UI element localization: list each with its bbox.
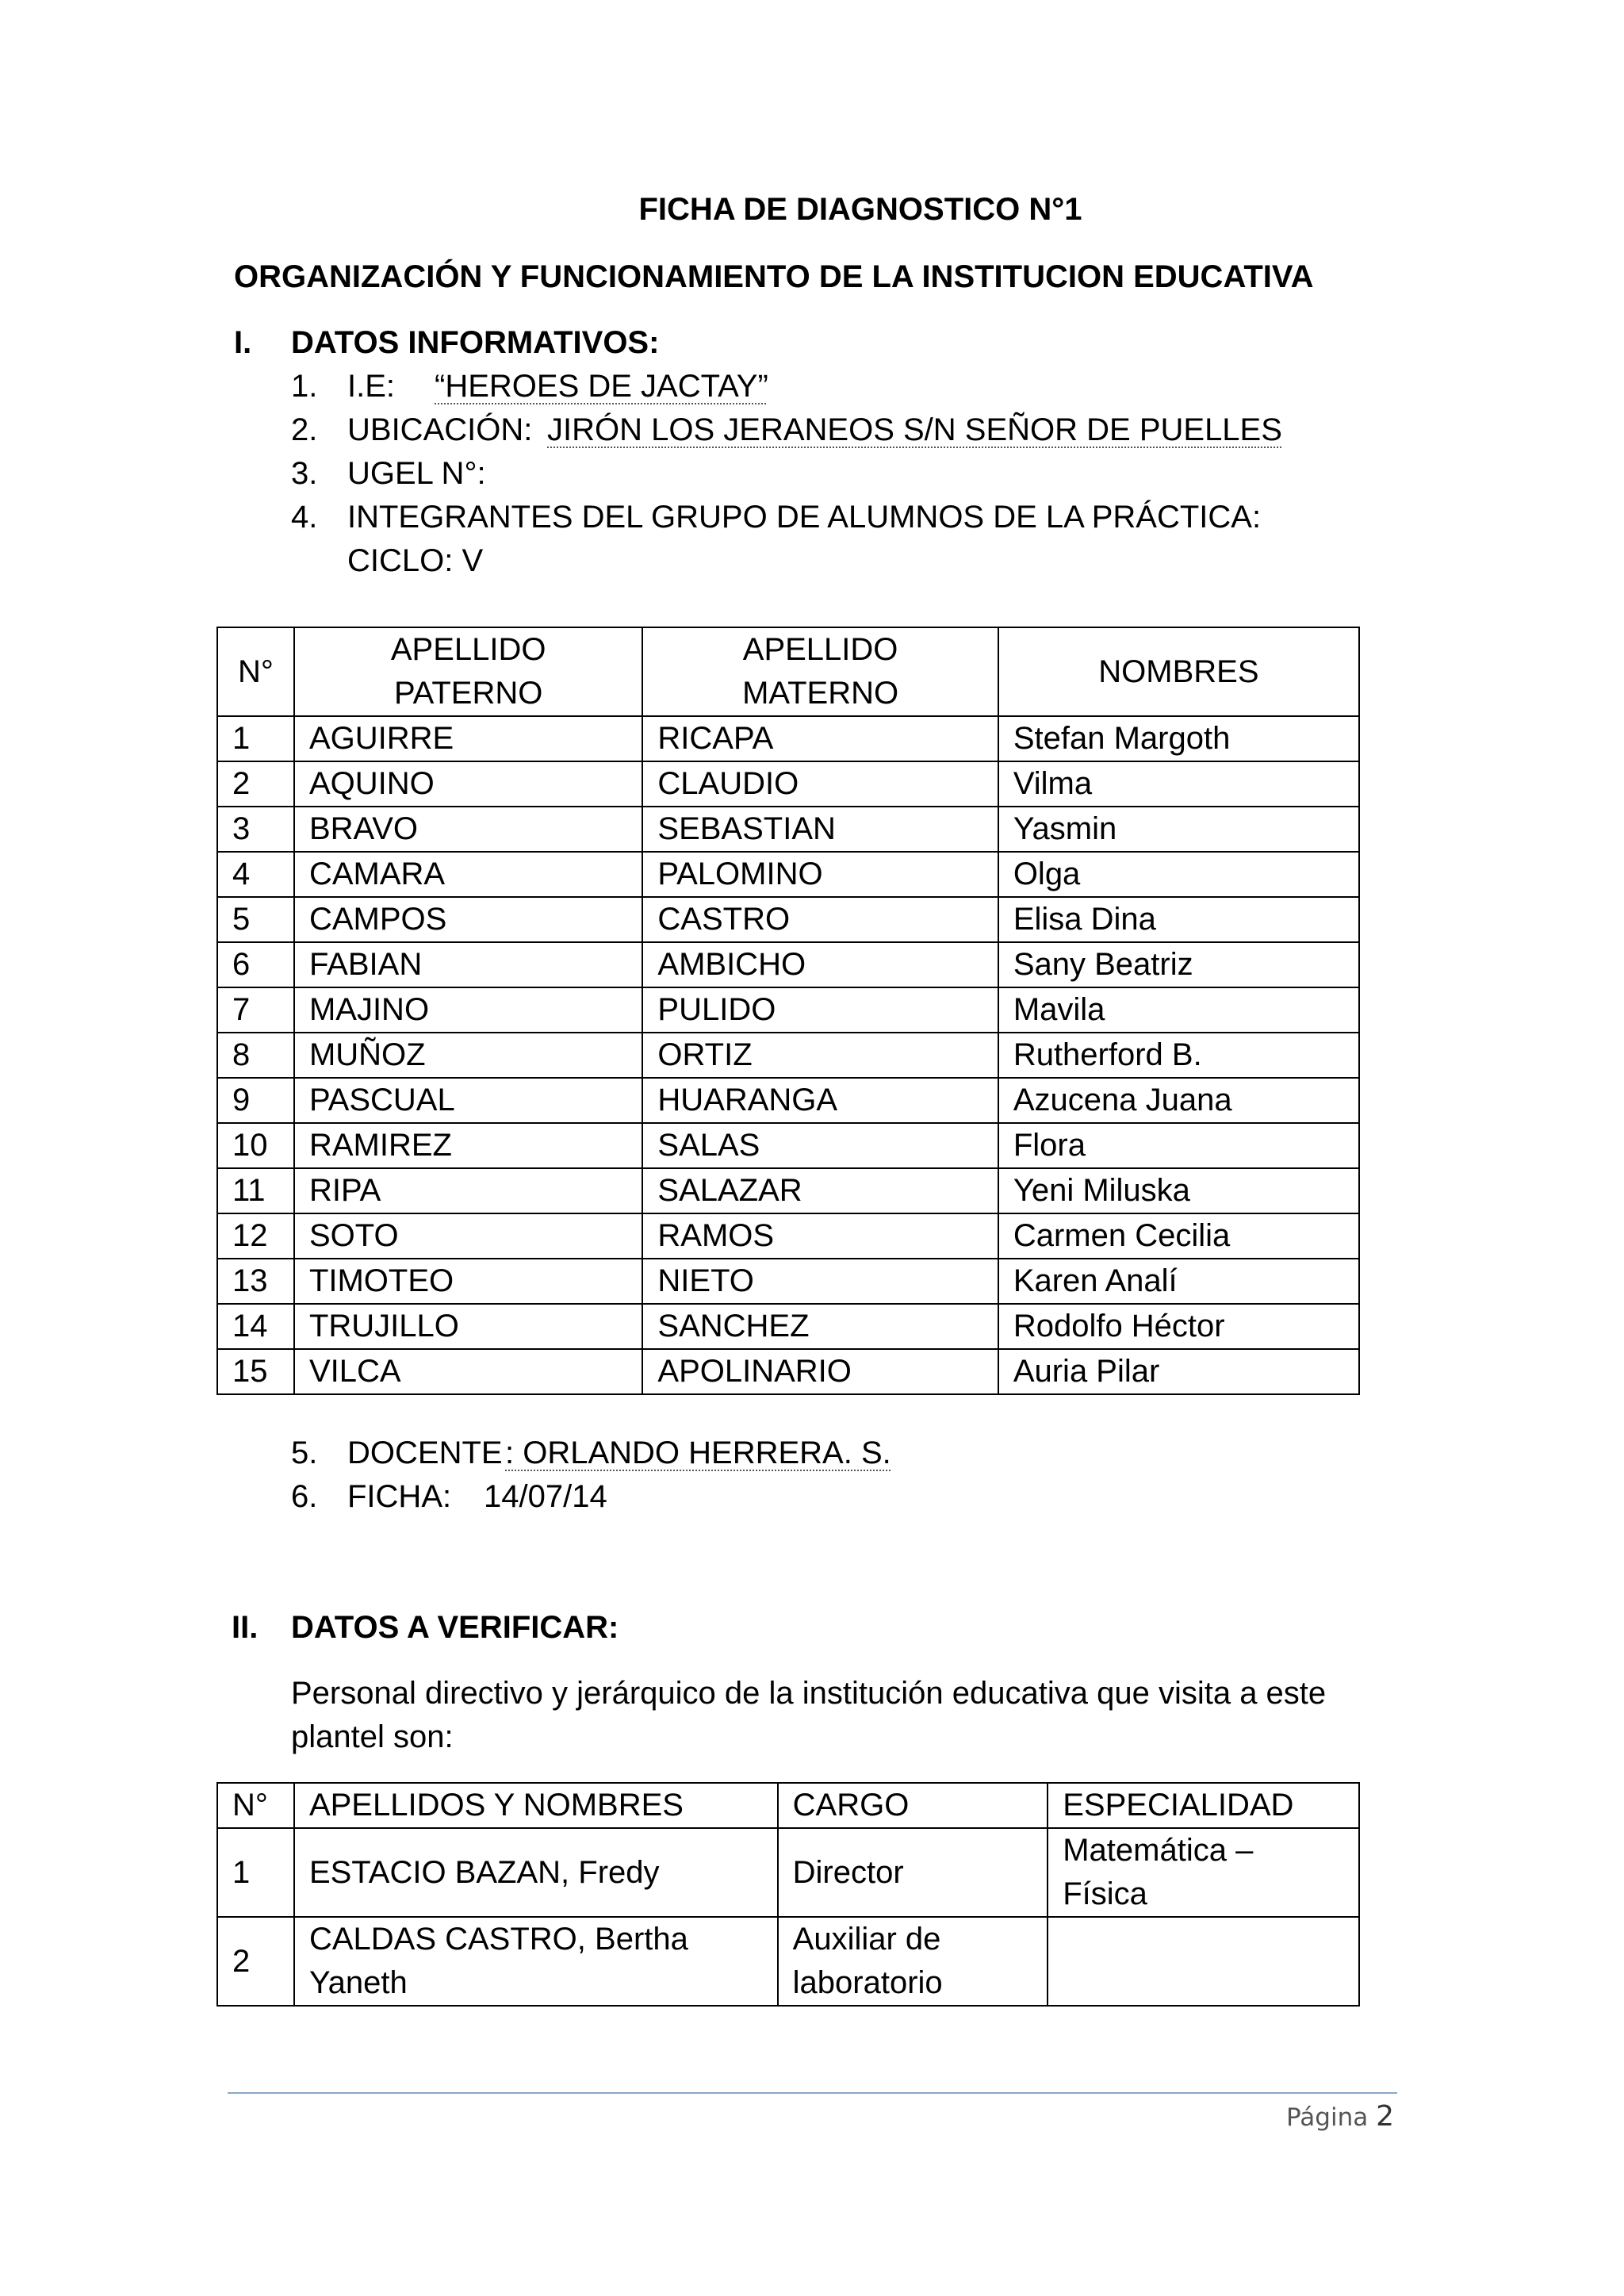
row-nombres: Elisa Dina	[998, 897, 1359, 942]
row-apellido-materno: ORTIZ	[642, 1033, 998, 1078]
table-row	[217, 1828, 1359, 1917]
row-number: 7	[217, 987, 294, 1033]
row-number: 14	[217, 1304, 294, 1349]
row-apellido-paterno: AGUIRRE	[294, 716, 642, 761]
table-row	[217, 852, 1359, 897]
row-apellido-paterno: PASCUAL	[294, 1078, 642, 1123]
row-number: 13	[217, 1259, 294, 1304]
table-row	[217, 1033, 1359, 1078]
staff-cargo: Director	[778, 1828, 1048, 1917]
row-number: 8	[217, 1033, 294, 1078]
row-apellido-paterno: VILCA	[294, 1349, 642, 1394]
row-number: 5	[217, 897, 294, 942]
item-5-number: 5.	[291, 1435, 318, 1470]
section-1-title: DATOS INFORMATIVOS:	[291, 325, 660, 360]
footer-page-number	[1286, 2100, 1394, 2133]
table-row	[217, 1168, 1359, 1213]
students-table	[216, 627, 1360, 1395]
staff-header-name: APELLIDOS Y NOMBRES	[294, 1783, 778, 1828]
row-nombres: Stefan Margoth	[998, 716, 1359, 761]
row-nombres: Auria Pilar	[998, 1349, 1359, 1394]
row-apellido-materno: SEBASTIAN	[642, 807, 998, 852]
row-number: 15	[217, 1349, 294, 1394]
row-number: 1	[217, 716, 294, 761]
table-row	[217, 761, 1359, 807]
row-number: 12	[217, 1213, 294, 1259]
row-apellido-paterno: CAMARA	[294, 852, 642, 897]
footer-page-label: Página	[1286, 2103, 1369, 2132]
header-apellido-paterno: APELLIDO PATERNO	[294, 627, 642, 716]
row-apellido-materno: PULIDO	[642, 987, 998, 1033]
staff-header-especialidad: ESPECIALIDAD	[1048, 1783, 1359, 1828]
row-number: 9	[217, 1078, 294, 1123]
row-number: 6	[217, 942, 294, 987]
row-apellido-paterno: FABIAN	[294, 942, 642, 987]
document-title: FICHA DE DIAGNOSTICO N°1	[638, 192, 1082, 227]
row-apellido-paterno: AQUINO	[294, 761, 642, 807]
row-apellido-paterno: TIMOTEO	[294, 1259, 642, 1304]
item-4-value: CICLO: V	[347, 543, 484, 578]
footer-divider	[228, 2092, 1397, 2094]
document-subtitle: ORGANIZACIÓN Y FUNCIONAMIENTO DE LA INSTITUCION EDUCATIVA	[234, 259, 1314, 294]
row-nombres: Sany Beatriz	[998, 942, 1359, 987]
staff-cargo: Auxiliar de laboratorio	[778, 1917, 1048, 2006]
item-1-number: 1.	[291, 369, 318, 404]
row-apellido-materno: CLAUDIO	[642, 761, 998, 807]
table-row	[217, 807, 1359, 852]
table-row	[217, 1349, 1359, 1394]
row-nombres: Yeni Miluska	[998, 1168, 1359, 1213]
row-number: 11	[217, 1168, 294, 1213]
staff-number: 1	[217, 1828, 294, 1917]
row-apellido-materno: RICAPA	[642, 716, 998, 761]
row-apellido-materno: CASTRO	[642, 897, 998, 942]
item-1-label: I.E:	[347, 369, 396, 404]
table-row	[217, 942, 1359, 987]
section-2-paragraph: Personal directivo y jerárquico de la institución educativa que visita a este plantel son:	[291, 1676, 1327, 1754]
table-row	[217, 987, 1359, 1033]
footer-page-value: 2	[1376, 2100, 1394, 2133]
table-row	[217, 1259, 1359, 1304]
staff-header-number: N°	[217, 1783, 294, 1828]
table-row	[217, 1917, 1359, 2006]
row-apellido-paterno: TRUJILLO	[294, 1304, 642, 1349]
staff-name: CALDAS CASTRO, Bertha Yaneth	[294, 1917, 778, 2006]
row-number: 3	[217, 807, 294, 852]
item-2-label: UBICACIÓN:	[347, 412, 533, 447]
section-1-number: I.	[234, 325, 252, 360]
row-nombres: Flora	[998, 1123, 1359, 1168]
staff-table-header	[217, 1783, 1359, 1828]
table-row	[217, 897, 1359, 942]
item-3-number: 3.	[291, 456, 318, 491]
item-6-number: 6.	[291, 1479, 318, 1514]
item-5-label: DOCENTE	[347, 1435, 503, 1470]
section-2-number: II.	[232, 1610, 259, 1645]
row-apellido-paterno: CAMPOS	[294, 897, 642, 942]
row-apellido-materno: SALAS	[642, 1123, 998, 1168]
row-nombres: Karen Analí	[998, 1259, 1359, 1304]
row-nombres: Vilma	[998, 761, 1359, 807]
row-nombres: Yasmin	[998, 807, 1359, 852]
item-5-value: : ORLANDO HERRERA. S.	[505, 1435, 891, 1470]
item-4-label: INTEGRANTES DEL GRUPO DE ALUMNOS DE LA PRÁCTICA:	[347, 500, 1262, 535]
row-apellido-materno: SALAZAR	[642, 1168, 998, 1213]
table-row	[217, 1213, 1359, 1259]
row-apellido-paterno: BRAVO	[294, 807, 642, 852]
staff-name: ESTACIO BAZAN, Fredy	[294, 1828, 778, 1917]
row-apellido-materno: APOLINARIO	[642, 1349, 998, 1394]
staff-number: 2	[217, 1917, 294, 2006]
row-apellido-materno: NIETO	[642, 1259, 998, 1304]
staff-especialidad	[1048, 1917, 1359, 2006]
staff-table	[216, 1782, 1360, 2007]
row-nombres: Mavila	[998, 987, 1359, 1033]
table-row	[217, 1304, 1359, 1349]
staff-header-cargo: CARGO	[778, 1783, 1048, 1828]
row-apellido-materno: RAMOS	[642, 1213, 998, 1259]
row-apellido-paterno: MUÑOZ	[294, 1033, 642, 1078]
item-6-value: 14/07/14	[484, 1479, 607, 1514]
staff-especialidad: Matemática – Física	[1048, 1828, 1359, 1917]
header-number: N°	[217, 627, 294, 716]
item-2-value: JIRÓN LOS JERANEOS S/N SEÑOR DE PUELLES	[547, 412, 1282, 447]
item-4-number: 4.	[291, 500, 318, 535]
item-1-value: “HEROES DE JACTAY”	[435, 369, 768, 404]
table-row	[217, 1123, 1359, 1168]
row-apellido-materno: AMBICHO	[642, 942, 998, 987]
row-number: 10	[217, 1123, 294, 1168]
students-table-header	[217, 627, 1359, 716]
row-apellido-paterno: SOTO	[294, 1213, 642, 1259]
table-row	[217, 1078, 1359, 1123]
row-apellido-paterno: RIPA	[294, 1168, 642, 1213]
header-apellido-materno: APELLIDO MATERNO	[642, 627, 998, 716]
item-3-label: UGEL N°:	[347, 456, 486, 491]
row-apellido-materno: PALOMINO	[642, 852, 998, 897]
row-nombres: Olga	[998, 852, 1359, 897]
row-number: 2	[217, 761, 294, 807]
header-nombres: NOMBRES	[998, 627, 1359, 716]
row-nombres: Azucena Juana	[998, 1078, 1359, 1123]
row-nombres: Rutherford B.	[998, 1033, 1359, 1078]
row-nombres: Carmen Cecilia	[998, 1213, 1359, 1259]
row-apellido-materno: SANCHEZ	[642, 1304, 998, 1349]
section-2-title: DATOS A VERIFICAR:	[291, 1610, 619, 1645]
row-apellido-paterno: RAMIREZ	[294, 1123, 642, 1168]
row-apellido-materno: HUARANGA	[642, 1078, 998, 1123]
row-nombres: Rodolfo Héctor	[998, 1304, 1359, 1349]
table-row	[217, 716, 1359, 761]
row-number: 4	[217, 852, 294, 897]
item-6-label: FICHA:	[347, 1479, 452, 1514]
item-2-number: 2.	[291, 412, 318, 447]
row-apellido-paterno: MAJINO	[294, 987, 642, 1033]
